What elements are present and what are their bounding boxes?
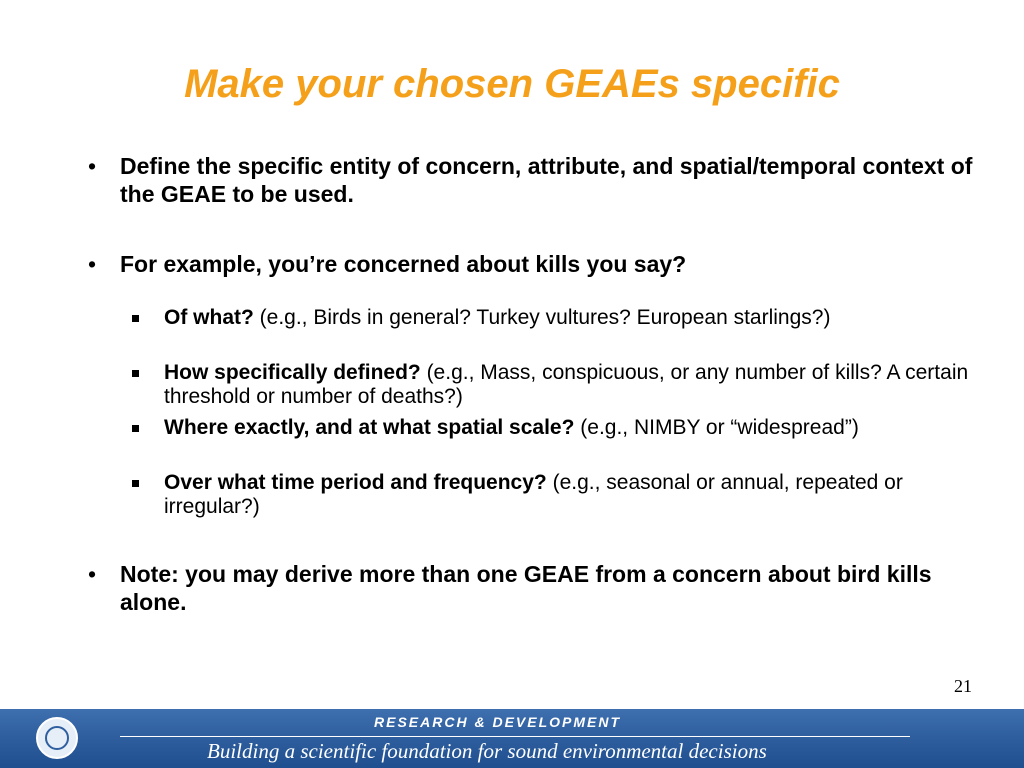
bullet-marker: • (88, 561, 97, 587)
footer-banner (0, 709, 1024, 768)
slide-title: Make your chosen GEAEs specific (184, 62, 840, 106)
square-bullet-icon (132, 315, 139, 322)
bullet-marker: • (88, 251, 97, 277)
square-bullet-icon (132, 425, 139, 432)
sub-bullet-lead: Over what time period and frequency? (164, 471, 547, 494)
epa-seal-icon (36, 717, 78, 759)
footer-heading: RESEARCH & DEVELOPMENT (374, 714, 622, 730)
sub-bullet-detail: (e.g., Birds in general? Turkey vultures? European starlings?) (253, 306, 831, 329)
bullet-text: Note: you may derive more than one GEAE from a concern about bird kills alone. (120, 561, 932, 615)
square-bullet-icon (132, 480, 139, 487)
seal-ring (45, 726, 69, 750)
sub-bullet-lead: Where exactly, and at what spatial scale? (164, 416, 575, 439)
bullet-text: Define the specific entity of concern, attribute, and spatial/temporal context of the GEAE to be used. (120, 153, 973, 207)
square-bullet-icon (132, 370, 139, 377)
sub-bullet-detail: (e.g., Mass, conspicuous, or any number of kills? A certain threshold or number of deaths?) (164, 361, 969, 408)
sub-bullet-lead: How specifically defined? (164, 361, 421, 384)
sub-bullet-detail: (e.g., seasonal or annual, repeated or irregular?) (164, 471, 903, 518)
page-number: 21 (954, 676, 972, 696)
sub-bullet-detail: (e.g., NIMBY or “widespread”) (574, 416, 859, 439)
bullet-text: For example, you’re concerned about kills you say? (120, 251, 687, 277)
bullet-marker: • (88, 153, 97, 179)
sub-bullet-lead: Of what? (164, 306, 254, 329)
footer-tagline: Building a scientific foundation for sound environmental decisions (207, 739, 767, 763)
footer-divider (120, 736, 910, 737)
